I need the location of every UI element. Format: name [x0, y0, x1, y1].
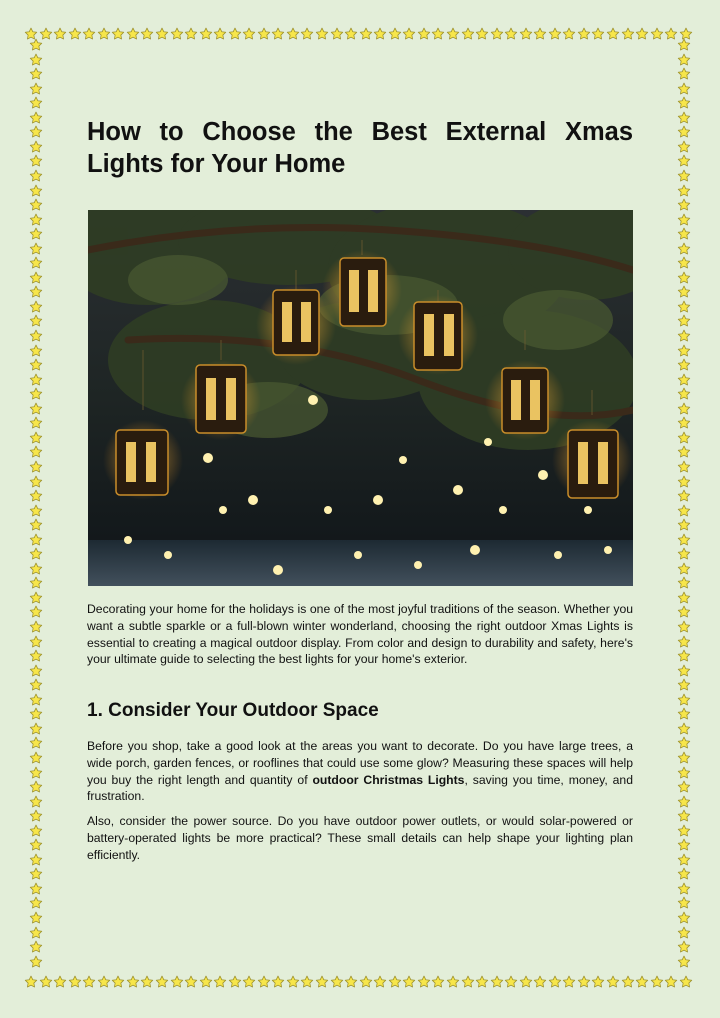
star-icon — [562, 27, 576, 41]
star-icon — [29, 780, 43, 794]
star-icon — [677, 53, 691, 67]
star-icon — [677, 242, 691, 256]
star-icon — [29, 576, 43, 590]
star-icon — [257, 27, 271, 41]
star-icon — [606, 27, 620, 41]
star-icon — [29, 154, 43, 168]
star-icon — [677, 271, 691, 285]
star-icon — [257, 975, 271, 989]
section-heading: 1. Consider Your Outdoor Space — [87, 700, 379, 721]
star-icon — [677, 620, 691, 634]
star-icon — [677, 722, 691, 736]
star-icon — [677, 460, 691, 474]
star-icon — [29, 867, 43, 881]
star-icon — [621, 27, 635, 41]
star-icon — [431, 27, 445, 41]
star-icon — [29, 940, 43, 954]
star-icon — [29, 314, 43, 328]
star-icon — [344, 27, 358, 41]
star-icon — [199, 975, 213, 989]
star-icon — [29, 955, 43, 969]
star-icon — [417, 975, 431, 989]
star-icon — [677, 213, 691, 227]
star-icon — [213, 27, 227, 41]
star-icon — [677, 955, 691, 969]
star-icon — [677, 300, 691, 314]
star-icon — [533, 975, 547, 989]
star-icon — [170, 975, 184, 989]
star-icon — [677, 256, 691, 270]
star-icon — [29, 649, 43, 663]
star-icon — [300, 27, 314, 41]
star-icon — [286, 975, 300, 989]
star-icon — [519, 27, 533, 41]
star-icon — [29, 591, 43, 605]
star-icon — [29, 140, 43, 154]
star-icon — [126, 975, 140, 989]
star-icon — [97, 975, 111, 989]
star-icon — [677, 635, 691, 649]
star-icon — [677, 896, 691, 910]
star-icon — [29, 518, 43, 532]
star-icon — [677, 824, 691, 838]
star-icon — [29, 605, 43, 619]
star-icon — [53, 27, 67, 41]
star-icon — [548, 27, 562, 41]
bold-keyword: outdoor Christmas Lights — [312, 772, 465, 787]
star-icon — [677, 416, 691, 430]
star-icon — [677, 882, 691, 896]
star-icon — [417, 27, 431, 41]
star-icon — [677, 125, 691, 139]
star-border-right — [677, 30, 697, 980]
star-icon — [242, 27, 256, 41]
star-icon — [461, 975, 475, 989]
star-icon — [359, 975, 373, 989]
star-icon — [29, 795, 43, 809]
star-icon — [621, 975, 635, 989]
star-icon — [29, 635, 43, 649]
star-icon — [677, 227, 691, 241]
star-icon — [29, 358, 43, 372]
star-icon — [140, 975, 154, 989]
star-icon — [184, 27, 198, 41]
star-icon — [402, 27, 416, 41]
star-icon — [677, 736, 691, 750]
star-icon — [677, 154, 691, 168]
star-icon — [677, 111, 691, 125]
star-icon — [677, 329, 691, 343]
star-icon — [315, 27, 329, 41]
star-icon — [29, 824, 43, 838]
star-icon — [242, 975, 256, 989]
star-icon — [677, 838, 691, 852]
star-icon — [29, 707, 43, 721]
star-icon — [677, 605, 691, 619]
star-icon — [490, 975, 504, 989]
star-icon — [29, 344, 43, 358]
star-icon — [29, 620, 43, 634]
star-icon — [677, 591, 691, 605]
star-icon — [677, 431, 691, 445]
star-icon — [82, 27, 96, 41]
star-icon — [359, 27, 373, 41]
star-icon — [388, 975, 402, 989]
star-icon — [29, 475, 43, 489]
star-icon — [677, 445, 691, 459]
star-icon — [111, 975, 125, 989]
star-icon — [677, 853, 691, 867]
star-icon — [68, 27, 82, 41]
star-icon — [677, 140, 691, 154]
star-icon — [446, 975, 460, 989]
star-icon — [677, 314, 691, 328]
star-icon — [29, 271, 43, 285]
star-icon — [677, 96, 691, 110]
star-icon — [591, 27, 605, 41]
section-paragraph-1-text-b: , saving you time, money, and frustration. — [87, 772, 633, 804]
star-icon — [677, 678, 691, 692]
star-icon — [677, 518, 691, 532]
intro-paragraph: Decorating your home for the holidays is one of the most joyful traditions of the season. Whether you want a subtle sparkle or a full-blown winter wonderland, choosing the right outdoor Xmas Lights is essential to creating a magical outdoor display. From color and design to durability and safety, here's your ultimate guide to selecting the best lights for your home's exterior. — [87, 602, 633, 667]
star-icon — [677, 184, 691, 198]
star-icon — [677, 911, 691, 925]
star-icon — [677, 169, 691, 183]
star-icon — [677, 766, 691, 780]
star-icon — [650, 975, 664, 989]
star-icon — [29, 678, 43, 692]
star-icon — [29, 96, 43, 110]
star-icon — [29, 926, 43, 940]
star-icon — [606, 975, 620, 989]
star-icon — [29, 838, 43, 852]
star-icon — [677, 576, 691, 590]
star-icon — [677, 373, 691, 387]
star-icon — [29, 911, 43, 925]
star-icon — [677, 693, 691, 707]
star-icon — [29, 213, 43, 227]
star-border-left — [29, 30, 49, 980]
star-icon — [677, 489, 691, 503]
star-icon — [184, 975, 198, 989]
star-icon — [29, 125, 43, 139]
star-icon — [29, 736, 43, 750]
star-icon — [29, 285, 43, 299]
star-icon — [577, 27, 591, 41]
star-icon — [228, 975, 242, 989]
star-icon — [82, 975, 96, 989]
star-icon — [140, 27, 154, 41]
star-icon — [29, 329, 43, 343]
star-icon — [29, 751, 43, 765]
star-icon — [29, 227, 43, 241]
star-icon — [29, 547, 43, 561]
star-icon — [300, 975, 314, 989]
star-icon — [677, 475, 691, 489]
star-icon — [29, 809, 43, 823]
star-border-bottom — [24, 975, 696, 995]
star-icon — [461, 27, 475, 41]
star-icon — [29, 169, 43, 183]
star-icon — [650, 27, 664, 41]
star-icon — [29, 853, 43, 867]
star-icon — [677, 780, 691, 794]
star-icon — [677, 751, 691, 765]
star-icon — [677, 358, 691, 372]
hero-image — [88, 210, 633, 586]
star-icon — [677, 940, 691, 954]
star-icon — [29, 300, 43, 314]
star-icon — [475, 27, 489, 41]
star-icon — [504, 975, 518, 989]
section-paragraph-1-text-a: Before you shop, take a good look at the areas you want to decorate. Do you have large trees, a wide porch, garden fences, or rooflines that could use some glow? Measuring these spaces will help you buy the right length and quantity of — [87, 739, 633, 787]
star-icon — [29, 242, 43, 256]
section-paragraph-1 — [87, 738, 633, 805]
star-icon — [548, 975, 562, 989]
star-icon — [271, 27, 285, 41]
star-icon — [29, 402, 43, 416]
star-icon — [677, 67, 691, 81]
star-icon — [490, 27, 504, 41]
star-icon — [68, 975, 82, 989]
star-icon — [286, 27, 300, 41]
star-icon — [29, 766, 43, 780]
star-icon — [29, 67, 43, 81]
star-icon — [29, 198, 43, 212]
star-icon — [315, 975, 329, 989]
star-icon — [562, 975, 576, 989]
star-icon — [29, 387, 43, 401]
star-icon — [677, 867, 691, 881]
star-icon — [29, 722, 43, 736]
star-icon — [29, 111, 43, 125]
star-icon — [29, 693, 43, 707]
star-icon — [213, 975, 227, 989]
star-icon — [677, 344, 691, 358]
star-icon — [431, 975, 445, 989]
star-icon — [29, 53, 43, 67]
star-icon — [519, 975, 533, 989]
star-icon — [446, 27, 460, 41]
star-icon — [29, 82, 43, 96]
star-icon — [677, 664, 691, 678]
section-paragraph-2: Also, consider the power source. Do you have outdoor power outlets, or would solar-powered or battery-operated lights be more practical? These small details can help shape your lighting plan efficiently. — [87, 814, 633, 862]
star-icon — [155, 27, 169, 41]
star-icon — [29, 416, 43, 430]
star-icon — [677, 649, 691, 663]
star-icon — [199, 27, 213, 41]
star-icon — [330, 975, 344, 989]
star-icon — [475, 975, 489, 989]
star-icon — [677, 285, 691, 299]
star-icon — [677, 38, 691, 52]
star-icon — [373, 27, 387, 41]
star-icon — [677, 533, 691, 547]
star-icon — [29, 664, 43, 678]
star-border-top — [24, 27, 696, 47]
star-icon — [504, 27, 518, 41]
star-icon — [126, 27, 140, 41]
star-icon — [677, 795, 691, 809]
star-icon — [29, 460, 43, 474]
star-icon — [271, 975, 285, 989]
star-icon — [677, 707, 691, 721]
star-icon — [533, 27, 547, 41]
star-icon — [29, 489, 43, 503]
star-icon — [677, 926, 691, 940]
star-icon — [677, 387, 691, 401]
star-icon — [29, 562, 43, 576]
star-icon — [29, 256, 43, 270]
star-icon — [330, 27, 344, 41]
star-icon — [155, 975, 169, 989]
star-icon — [402, 975, 416, 989]
star-icon — [373, 975, 387, 989]
star-icon — [29, 373, 43, 387]
star-icon — [677, 562, 691, 576]
star-icon — [29, 431, 43, 445]
star-icon — [29, 882, 43, 896]
star-icon — [29, 184, 43, 198]
star-icon — [29, 445, 43, 459]
star-icon — [228, 27, 242, 41]
star-icon — [97, 27, 111, 41]
star-icon — [577, 975, 591, 989]
star-icon — [677, 504, 691, 518]
star-icon — [29, 38, 43, 52]
star-icon — [635, 975, 649, 989]
star-icon — [344, 975, 358, 989]
star-icon — [677, 547, 691, 561]
star-icon — [29, 896, 43, 910]
star-icon — [677, 402, 691, 416]
star-icon — [111, 27, 125, 41]
page-title: How to Choose the Best External Xmas Lights for Your Home — [87, 118, 633, 178]
star-icon — [29, 533, 43, 547]
star-icon — [53, 975, 67, 989]
star-icon — [677, 198, 691, 212]
star-icon — [170, 27, 184, 41]
star-icon — [29, 504, 43, 518]
star-icon — [635, 27, 649, 41]
star-icon — [677, 809, 691, 823]
star-icon — [591, 975, 605, 989]
star-icon — [677, 82, 691, 96]
star-icon — [388, 27, 402, 41]
